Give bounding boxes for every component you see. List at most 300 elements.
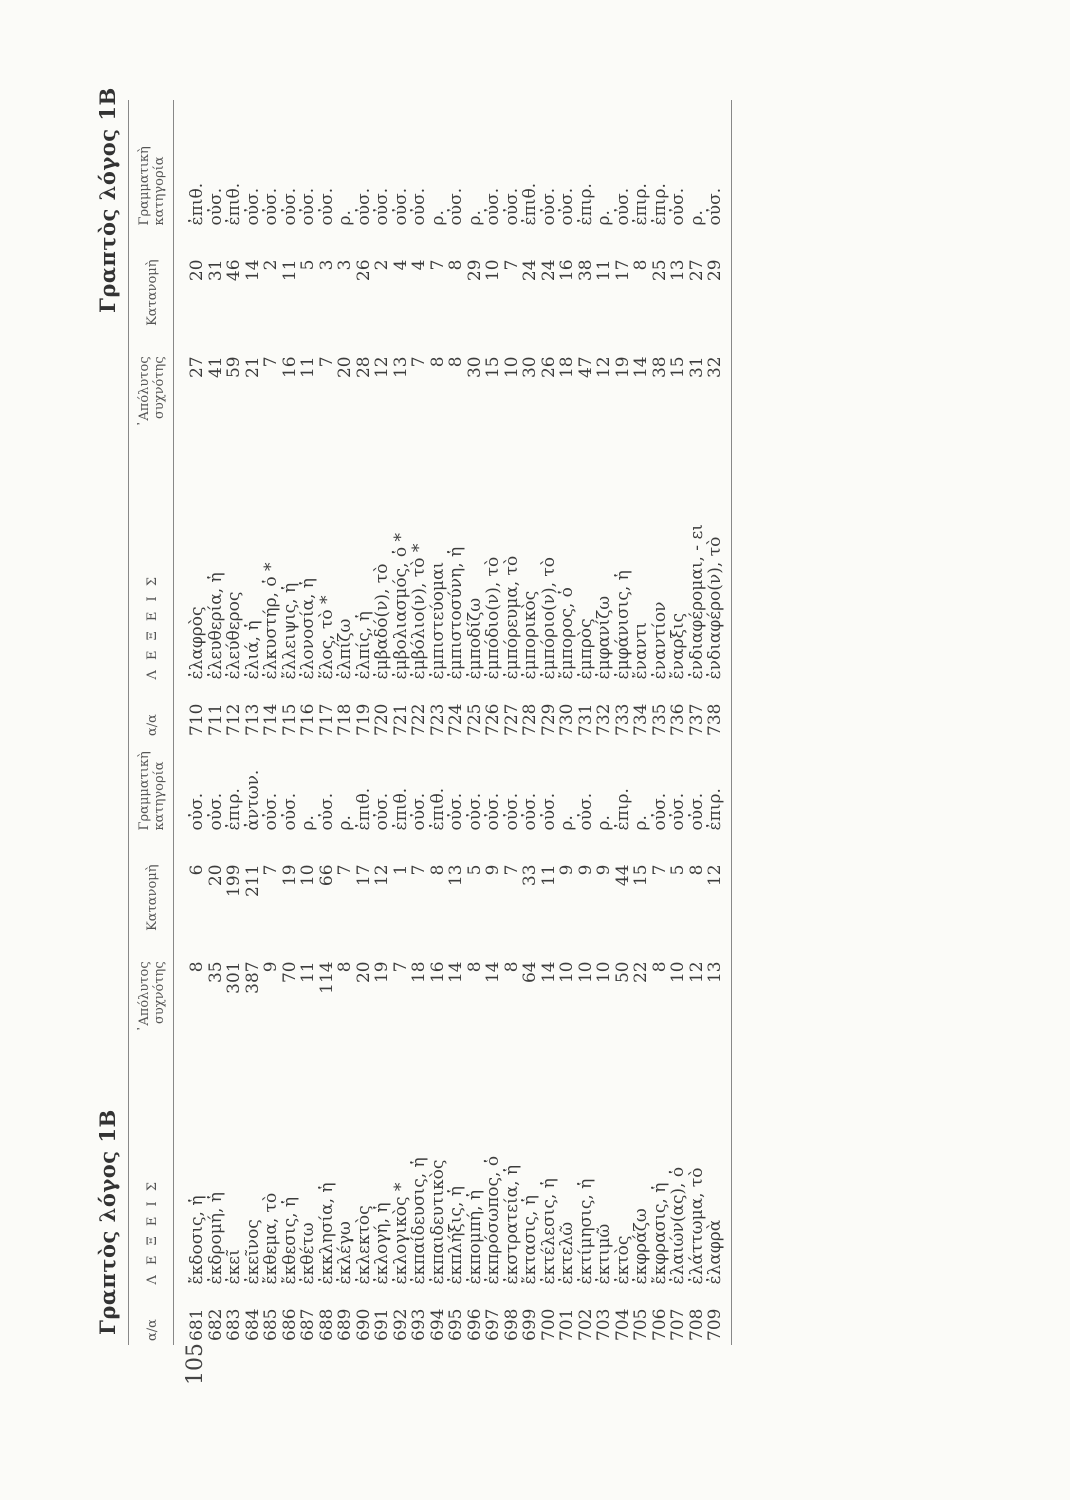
row-category: ἐπιθ.: [187, 182, 207, 226]
row-number: 717: [316, 703, 337, 736]
row-category: οὐσ.: [557, 187, 577, 226]
row-frequency: 15: [668, 356, 688, 379]
row-number: 685: [261, 1308, 281, 1341]
row-category: οὐσ.: [372, 187, 392, 226]
table-row: [595, 100, 614, 740]
table-row: [503, 100, 522, 740]
row-category: οὐσ.: [668, 792, 688, 831]
row-number: 708: [686, 1308, 707, 1341]
row-frequency: 28: [353, 356, 374, 379]
row-frequency: 16: [427, 961, 448, 984]
row-distribution: 8: [446, 259, 466, 271]
row-frequency: 10: [501, 356, 522, 379]
row-number: 726: [483, 703, 503, 736]
row-number: 727: [501, 703, 522, 736]
header-num: α/α: [129, 1288, 174, 1345]
table-row: [262, 705, 281, 1345]
table-row: [318, 705, 337, 1345]
frequency-table-right: [128, 100, 732, 740]
row-frequency: 8: [335, 961, 355, 973]
table-row: [410, 100, 429, 740]
table-body-left: [174, 705, 732, 1345]
table-row: [466, 705, 485, 1345]
table-row: [614, 705, 633, 1345]
row-distribution: 5: [668, 864, 688, 876]
row-frequency: 14: [483, 961, 503, 984]
row-number: 729: [538, 703, 559, 736]
row-distribution: 7: [261, 864, 281, 876]
row-distribution: 8: [686, 864, 707, 876]
row-number: 732: [594, 703, 614, 736]
row-category: οὐσ.: [464, 792, 485, 831]
row-word: ἔκτασις, ἡ: [520, 1195, 540, 1285]
running-head-right: Γραπτὸς λόγος 1Β: [95, 87, 120, 313]
row-number: 721: [390, 703, 411, 736]
row-word: ἐμπόδιο(ν), τὸ: [483, 556, 503, 680]
row-category: οὐσ.: [316, 792, 337, 831]
row-category: ρ.: [557, 815, 577, 831]
table-row: [355, 705, 374, 1345]
table-row: [632, 705, 651, 1345]
row-frequency: 9: [261, 961, 281, 973]
row-frequency: 59: [224, 356, 244, 379]
table-row: [244, 100, 263, 740]
row-frequency: 15: [483, 356, 503, 379]
row-word: ἔμπορος, ὁ: [557, 587, 577, 680]
row-number: 684: [242, 1308, 263, 1341]
row-word: ἐκλογικὸς *: [390, 1182, 411, 1285]
row-number: 716: [298, 703, 318, 736]
table-row: [429, 100, 448, 740]
row-word: ἐλευθερία, ἡ: [205, 572, 226, 680]
row-word: ἐμπόρευμα, τὸ: [501, 555, 522, 680]
row-category: ἐπιρ.: [224, 788, 244, 831]
row-word: ἐμπιστεύομαι: [427, 561, 448, 680]
row-word: ἐλπίς, ἡ: [353, 611, 374, 680]
row-word: ἔναντι: [631, 622, 651, 680]
row-word: ἐκπρόσωπος, ὁ: [483, 1155, 503, 1285]
row-frequency: 10: [668, 961, 688, 984]
table-header-row: [129, 705, 174, 1345]
table-row: [706, 100, 731, 740]
row-word: ἐμβολιασμός, ὁ *: [390, 532, 411, 680]
row-word: ἔκθεμα, τὸ: [261, 1192, 281, 1285]
row-number: 692: [390, 1308, 411, 1341]
row-frequency: 10: [594, 961, 614, 984]
row-frequency: 12: [686, 961, 707, 984]
row-word: ἐμποδίζω: [464, 597, 485, 680]
row-number: 682: [205, 1308, 226, 1341]
row-word: ἐκτιμῶ: [594, 1223, 614, 1285]
row-frequency: 7: [261, 356, 281, 368]
row-frequency: 10: [575, 961, 596, 984]
row-distribution: 7: [649, 864, 670, 876]
row-distribution: 13: [668, 259, 688, 282]
row-category: ἐπιθ.: [353, 787, 374, 831]
row-frequency: 47: [575, 356, 596, 379]
table-row: [174, 705, 207, 1345]
row-frequency: 22: [631, 961, 651, 984]
header-word: Λ Ε Ξ Ε Ι Σ: [129, 441, 174, 683]
row-distribution: 2: [261, 259, 281, 271]
table-row: [669, 705, 688, 1345]
row-word: ἐκτελῶ: [557, 1221, 577, 1285]
row-category: ρ.: [335, 815, 355, 831]
table-row: [651, 100, 670, 740]
row-number: 713: [242, 703, 263, 736]
table-row: [558, 705, 577, 1345]
row-distribution: 5: [298, 259, 318, 271]
row-frequency: 114: [316, 961, 337, 994]
row-frequency: 301: [224, 961, 244, 994]
table-row: [392, 100, 411, 740]
row-number: 737: [686, 703, 707, 736]
row-distribution: 12: [372, 864, 392, 887]
row-word: ἐκστρατεία, ἡ: [501, 1164, 522, 1285]
row-distribution: 13: [446, 864, 466, 887]
row-frequency: 10: [557, 961, 577, 984]
row-frequency: 387: [242, 961, 263, 994]
table-row: [207, 705, 226, 1345]
row-distribution: 66: [316, 864, 337, 887]
row-distribution: 7: [501, 864, 522, 876]
row-category: οὐσ.: [187, 792, 207, 831]
row-distribution: 211: [242, 864, 263, 897]
row-distribution: 17: [612, 259, 633, 282]
row-number: 724: [446, 703, 466, 736]
row-word: ἐλαιών(ας), ὁ: [668, 1166, 688, 1285]
row-frequency: 18: [409, 961, 429, 984]
row-word: ἐκτὸς: [612, 1235, 633, 1285]
row-word: ἐμπρὸς: [575, 618, 596, 680]
row-distribution: 7: [427, 259, 448, 271]
row-word: ἐμβόλιο(ν), τὸ *: [409, 543, 429, 680]
table-row: [595, 705, 614, 1345]
row-category: οὐσ.: [261, 187, 281, 226]
row-number: 715: [279, 703, 300, 736]
row-category: οὐσ.: [372, 792, 392, 831]
row-word: ἐκφράζω: [631, 1208, 651, 1285]
row-word: ἐμβαδό(ν), τὸ: [372, 563, 392, 680]
row-number: 720: [372, 703, 392, 736]
row-frequency: 11: [298, 356, 318, 379]
table-row: [577, 705, 596, 1345]
row-distribution: 3: [335, 259, 355, 271]
row-category: οὐσ.: [538, 187, 559, 226]
table-row: [225, 100, 244, 740]
header-freq: ᾿Απόλυτος συχνότης: [129, 352, 174, 441]
table-row: [299, 100, 318, 740]
row-number: 687: [298, 1308, 318, 1341]
row-number: 694: [427, 1308, 448, 1341]
table-row: [174, 100, 207, 740]
row-category: ἐπιθ.: [427, 787, 448, 831]
table-row: [614, 100, 633, 740]
table-row: [318, 100, 337, 740]
table-row: [373, 100, 392, 740]
row-frequency: 8: [501, 961, 522, 973]
row-number: 681: [187, 1308, 207, 1341]
row-number: 712: [224, 703, 244, 736]
table-row: [373, 705, 392, 1345]
row-distribution: 11: [279, 259, 300, 282]
row-distribution: 9: [483, 864, 503, 876]
row-number: 728: [520, 703, 540, 736]
row-frequency: 38: [649, 356, 670, 379]
row-word: ἐκεῖνος: [242, 1219, 263, 1285]
page-number: 105: [183, 1343, 208, 1385]
row-category: ἀντων.: [242, 769, 263, 831]
table-row: [355, 100, 374, 740]
row-word: ἐκδρομή, ἡ: [205, 1192, 226, 1285]
table-row: [632, 100, 651, 740]
row-frequency: 7: [390, 961, 411, 973]
row-number: 691: [372, 1308, 392, 1341]
row-frequency: 19: [372, 961, 392, 984]
row-frequency: 32: [706, 352, 731, 441]
row-number: 723: [427, 703, 448, 736]
row-category: οὐσ.: [279, 187, 300, 226]
row-distribution: 11: [594, 259, 614, 282]
row-distribution: 38: [575, 259, 596, 282]
row-category: ἐπιρ.: [649, 183, 670, 226]
row-word: ἐκλογή, ἡ: [372, 1202, 392, 1285]
row-frequency: 20: [335, 356, 355, 379]
row-number: 697: [483, 1308, 503, 1341]
row-distribution: 29: [706, 255, 731, 352]
row-category: οὐσ.: [649, 792, 670, 831]
row-category: ἐπιθ.: [390, 787, 411, 831]
row-distribution: 4: [390, 259, 411, 271]
row-number: 714: [261, 703, 281, 736]
table-row: [466, 100, 485, 740]
row-number: 693: [409, 1308, 429, 1341]
row-distribution: 25: [649, 259, 670, 282]
row-distribution: 8: [427, 864, 448, 876]
row-word: ἐκεῖ: [224, 1249, 244, 1285]
row-distribution: 33: [520, 864, 540, 887]
table-row: [540, 100, 559, 740]
row-category: οὐσ.: [538, 792, 559, 831]
row-number: 688: [316, 1308, 337, 1341]
row-word: ἐλιά, ἡ: [242, 620, 263, 680]
row-distribution: 20: [205, 864, 226, 887]
row-number: 738: [706, 683, 731, 740]
row-frequency: 7: [409, 356, 429, 368]
row-word: ἐλαφρὸς: [187, 606, 207, 680]
row-category: οὐσ.: [242, 187, 263, 226]
row-distribution: 24: [538, 259, 559, 282]
row-category: ἐπιθ.: [520, 182, 540, 226]
row-distribution: 31: [205, 259, 226, 282]
row-number: 736: [668, 703, 688, 736]
row-frequency: 70: [279, 961, 300, 984]
frequency-table-left: [128, 705, 732, 1345]
row-number: 689: [335, 1308, 355, 1341]
row-word: ἐμπιστοσύνη, ἡ: [446, 546, 466, 680]
row-category: οὐσ.: [409, 187, 429, 226]
row-number: 690: [353, 1308, 374, 1341]
row-category: ρ.: [631, 815, 651, 831]
table-row: [207, 100, 226, 740]
row-word: ἐκλέγω: [335, 1221, 355, 1285]
row-distribution: 9: [575, 864, 596, 876]
table-row: [503, 705, 522, 1345]
row-word: ἔκφρασις, ἡ: [649, 1182, 670, 1285]
row-distribution: 7: [501, 259, 522, 271]
row-word: ἐμπορικὸς: [520, 590, 540, 680]
row-frequency: 30: [520, 356, 540, 379]
row-distribution: 6: [187, 864, 207, 876]
table-row: [281, 705, 300, 1345]
row-frequency: 7: [316, 356, 337, 368]
row-distribution: 2: [372, 259, 392, 271]
row-number: 733: [612, 703, 633, 736]
row-frequency: 19: [612, 356, 633, 379]
table-row: [336, 100, 355, 740]
row-category: ἐπιρ.: [575, 183, 596, 226]
row-category: οὐσ.: [706, 100, 731, 255]
table-body-right: [174, 100, 732, 740]
header-num: α/α: [129, 683, 174, 740]
table-row: [447, 100, 466, 740]
header-freq: ᾿Απόλυτος συχνότης: [129, 957, 174, 1046]
row-frequency: 26: [538, 356, 559, 379]
row-frequency: 50: [612, 961, 633, 984]
row-word: ἔκδοσις, ἡ: [187, 1195, 207, 1285]
row-word: ἐκτίμησις, ἡ: [575, 1178, 596, 1285]
row-word: ἐμφανίζω: [594, 595, 614, 680]
row-word: ἐλονοσία, ἡ: [298, 578, 318, 680]
row-frequency: 11: [298, 961, 318, 984]
header-cat: Γραμματικὴ κατηγορία: [129, 100, 174, 255]
row-distribution: 10: [298, 864, 318, 887]
row-category: οὐσ.: [686, 792, 707, 831]
row-frequency: 21: [242, 356, 263, 379]
row-category: ρ.: [335, 210, 355, 226]
row-number: 705: [631, 1308, 651, 1341]
row-number: 707: [668, 1308, 688, 1341]
row-distribution: 11: [538, 864, 559, 887]
row-number: 718: [335, 703, 355, 736]
table-row: [392, 705, 411, 1345]
row-distribution: 199: [224, 864, 244, 897]
row-category: οὐσ.: [501, 792, 522, 831]
row-number: 711: [205, 703, 226, 736]
row-category: ἐπιρ.: [706, 705, 731, 860]
table-row: [262, 100, 281, 740]
table-row: [669, 100, 688, 740]
row-frequency: 30: [464, 356, 485, 379]
row-frequency: 20: [353, 961, 374, 984]
table-row: [484, 100, 503, 740]
row-word: ἑλκυστήρ, ὁ *: [261, 562, 281, 680]
row-number: 702: [575, 1308, 596, 1341]
table-row: [336, 705, 355, 1345]
row-word: ἔλλειψις, ἡ: [279, 582, 300, 680]
row-category: οὐσ.: [483, 187, 503, 226]
running-head-left: Γραπτὸς λόγος 1Β: [95, 1109, 120, 1335]
row-distribution: 24: [520, 259, 540, 282]
table-row: [577, 100, 596, 740]
row-category: ρ.: [686, 210, 707, 226]
row-distribution: 46: [224, 259, 244, 282]
row-frequency: 14: [538, 961, 559, 984]
row-distribution: 8: [631, 259, 651, 271]
row-frequency: 13: [390, 356, 411, 379]
table-row: [244, 705, 263, 1345]
row-category: οὐσ.: [390, 187, 411, 226]
row-word: ἐμφάνισις, ἡ: [612, 570, 633, 680]
row-word: ἐκτέλεσις, ἡ: [538, 1178, 559, 1285]
row-frequency: 13: [706, 957, 731, 1046]
row-distribution: 27: [686, 259, 707, 282]
row-number: 730: [557, 703, 577, 736]
row-distribution: 44: [612, 864, 633, 887]
table-row: [281, 100, 300, 740]
row-distribution: 19: [279, 864, 300, 887]
table-row: [521, 705, 540, 1345]
row-word: ἐνδιαφέρομαι, - ει: [686, 524, 707, 680]
row-category: ρ.: [427, 210, 448, 226]
row-frequency: 14: [446, 961, 466, 984]
row-word: ἐκπλήξις, ἡ: [446, 1186, 466, 1285]
row-frequency: 16: [279, 356, 300, 379]
row-word: ἐκπαίδευσις, ἡ: [409, 1157, 429, 1285]
row-frequency: 18: [557, 356, 577, 379]
row-category: οὐσ.: [483, 792, 503, 831]
row-category: ἐπιρ.: [631, 183, 651, 226]
table-row: [447, 705, 466, 1345]
row-number: 701: [557, 1308, 577, 1341]
row-distribution: 9: [557, 864, 577, 876]
row-distribution: 17: [353, 864, 374, 887]
row-frequency: 64: [520, 961, 540, 984]
row-distribution: 4: [409, 259, 429, 271]
row-distribution: 3: [316, 259, 337, 271]
row-word: ἐκλεκτὸς: [353, 1205, 374, 1285]
row-number: 734: [631, 703, 651, 736]
row-category: ρ.: [594, 210, 614, 226]
row-category: οὐσ.: [575, 792, 596, 831]
row-distribution: 9: [594, 864, 614, 876]
header-dist: Κατανομὴ: [129, 255, 174, 352]
row-frequency: 8: [187, 961, 207, 973]
row-number: 731: [575, 703, 596, 736]
row-frequency: 8: [446, 356, 466, 368]
row-distribution: 20: [187, 259, 207, 282]
row-category: οὐσ.: [409, 792, 429, 831]
row-frequency: 31: [686, 356, 707, 379]
row-number: 695: [446, 1308, 466, 1341]
table-row: [521, 100, 540, 740]
row-category: οὐσ.: [205, 187, 226, 226]
row-category: ἐπιρ.: [612, 788, 633, 831]
row-category: οὐσ.: [353, 187, 374, 226]
table-row: [688, 100, 707, 740]
row-word: ἐλεύθερος: [224, 591, 244, 680]
table-row: [688, 705, 707, 1345]
header-cat: Γραμματικὴ κατηγορία: [129, 705, 174, 860]
row-distribution: 29: [464, 259, 485, 282]
row-word: ἐλαφρὰ: [706, 1046, 731, 1288]
row-number: 700: [538, 1308, 559, 1341]
table-row: [706, 705, 731, 1345]
row-frequency: 12: [372, 356, 392, 379]
row-category: οὐσ.: [612, 187, 633, 226]
row-number: 703: [594, 1308, 614, 1341]
row-number: 710: [187, 703, 207, 736]
